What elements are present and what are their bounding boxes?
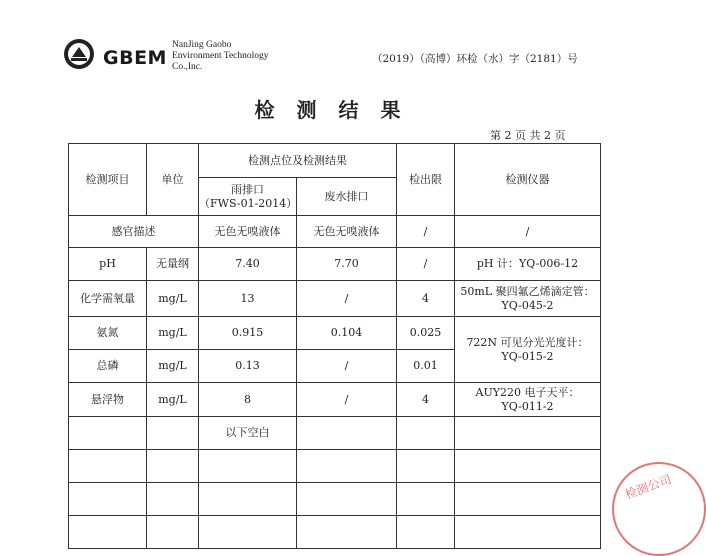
cell-item: 化学需氧量 — [69, 281, 147, 317]
blank-cell — [297, 516, 397, 549]
cell-unit: 无量纲 — [147, 248, 199, 281]
cell-limit: / — [397, 248, 455, 281]
blank-cell — [397, 483, 455, 516]
table-row — [69, 248, 601, 281]
blank-cell — [455, 516, 601, 549]
instrument-line: YQ-045-2 — [501, 298, 554, 312]
cell-point2: / — [297, 350, 397, 383]
cell-point2: / — [297, 383, 397, 417]
instrument-line: 722N 可见分光光度计： — [466, 335, 589, 349]
cell-limit: 0.01 — [397, 350, 455, 383]
instrument-line: YQ-015-2 — [501, 349, 554, 363]
cell-limit: 4 — [397, 281, 455, 317]
cell-instrument: / — [455, 216, 601, 248]
company-name — [172, 40, 269, 73]
blank-cell — [147, 483, 199, 516]
blank-cell — [199, 450, 297, 483]
header-point1 — [199, 178, 297, 216]
gbem-logo-icon — [63, 38, 95, 70]
cell-instrument — [455, 383, 601, 417]
cell-item: 氨氮 — [69, 317, 147, 350]
page-indicator: 第 2 页 共 2 页 — [490, 129, 566, 142]
cell-unit: mg/L — [147, 317, 199, 350]
company-line: NanJing Gaobo — [172, 40, 232, 50]
cell-unit: mg/L — [147, 350, 199, 383]
cell-item: 感官描述 — [69, 216, 199, 248]
cell-point1: 0.915 — [199, 317, 297, 350]
table-row — [69, 417, 601, 450]
point1-name: 雨排口 — [231, 182, 264, 196]
cell-limit: / — [397, 216, 455, 248]
cell-point2: 0.104 — [297, 317, 397, 350]
cell-item: 悬浮物 — [69, 383, 147, 417]
cell-item: 总磷 — [69, 350, 147, 383]
table-row — [69, 516, 601, 549]
cell-point2: 7.70 — [297, 248, 397, 281]
instrument-line: YQ-011-2 — [501, 399, 554, 413]
blank-note: 以下空白 — [199, 417, 297, 450]
blank-cell — [297, 417, 397, 450]
blank-cell — [69, 483, 147, 516]
blank-cell — [69, 450, 147, 483]
header-point2: 废水排口 — [297, 178, 397, 216]
blank-cell — [455, 450, 601, 483]
blank-cell — [397, 417, 455, 450]
blank-cell — [297, 450, 397, 483]
point1-code: （FWS-01-2014） — [199, 196, 298, 210]
cell-limit: 4 — [397, 383, 455, 417]
cell-point2: / — [297, 281, 397, 317]
cell-point1: 8 — [199, 383, 297, 417]
cell-instrument — [455, 317, 601, 383]
blank-cell — [455, 483, 601, 516]
cell-instrument — [455, 281, 601, 317]
table-row — [69, 483, 601, 516]
blank-cell — [147, 450, 199, 483]
blank-cell — [397, 516, 455, 549]
blank-cell — [199, 483, 297, 516]
table-row — [69, 281, 601, 317]
company-line: Environment Technology — [172, 51, 269, 61]
header-points-group: 检测点位及检测结果 — [199, 144, 397, 178]
instrument-line: 50mL 聚四氟乙烯滴定管： — [460, 284, 595, 298]
cell-point1: 7.40 — [199, 248, 297, 281]
page-title: 检测结果 — [254, 98, 423, 122]
cell-unit: mg/L — [147, 281, 199, 317]
cell-unit: mg/L — [147, 383, 199, 417]
table-row — [69, 383, 601, 417]
header-unit: 单位 — [147, 144, 199, 216]
blank-cell — [69, 516, 147, 549]
table-row — [69, 450, 601, 483]
blank-cell — [199, 516, 297, 549]
header-row — [69, 144, 601, 178]
instrument-line: AUY220 电子天平： — [475, 385, 580, 399]
cell-point2: 无色无嗅液体 — [297, 216, 397, 248]
cell-limit: 0.025 — [397, 317, 455, 350]
company-line: Co.,Inc. — [172, 62, 203, 72]
cell-point1: 0.13 — [199, 350, 297, 383]
blank-cell — [455, 417, 601, 450]
header-item: 检测项目 — [69, 144, 147, 216]
table-row — [69, 216, 601, 248]
results-table — [68, 143, 601, 549]
header-instrument: 检测仪器 — [455, 144, 601, 216]
official-seal-stamp — [612, 462, 706, 556]
header-limit: 检出限 — [397, 144, 455, 216]
cell-instrument: pH 计：YQ-006-12 — [455, 248, 601, 281]
blank-cell — [297, 483, 397, 516]
cell-point1: 13 — [199, 281, 297, 317]
table-row — [69, 317, 601, 350]
blank-cell — [147, 516, 199, 549]
cell-point1: 无色无嗅液体 — [199, 216, 297, 248]
blank-cell — [69, 417, 147, 450]
report-number: （2019）（高博）环检（水）字（2181）号 — [372, 53, 578, 65]
logo-text: GBEM — [103, 47, 167, 69]
blank-cell — [147, 417, 199, 450]
cell-item: pH — [69, 248, 147, 281]
stamp-text: 检测公司 — [623, 472, 674, 502]
blank-cell — [397, 450, 455, 483]
